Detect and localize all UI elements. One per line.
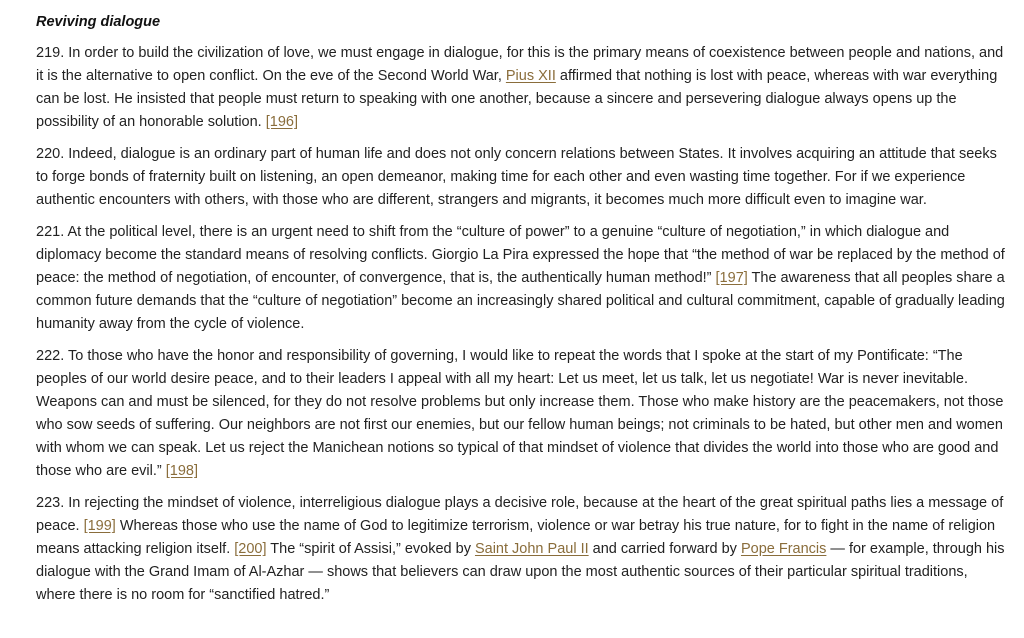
section-heading: Reviving dialogue [36, 14, 161, 30]
paragraph-text: and carried forward by [588, 541, 741, 557]
paragraph-text: Whereas those who use the name of God to legitimize terrorism, violence or war betray his true nature, for to fight in the name of religion means attacking religion itself. [36, 518, 996, 557]
footnote-link-197[interactable]: [197] [715, 270, 748, 286]
paragraph-text: 222. To those who have the honor and responsibility of governing, I would like to repeat the words that I spoke at the start of my Pontificate: “The peoples of our world desire peace, and to their leaders I appeal with all my heart: Let us meet, let us talk, let us negotiate! War is never inevitable. Weapons can and must be silenced, for they do not resolve problems but only increase them. Those who make history are the peacemakers, not those who sow seeds of suffering. Our neighbors are not first our enemies, but our fellow human beings; not criminals to be hated, but other men and women with whom we can speak. Let us reject the Manichean notions so typical of that mindset of violence that divides the world into those who are good and those who are evil.” [36, 348, 1004, 479]
footnote-link-200[interactable]: [200] [234, 541, 267, 557]
paragraph-221 [36, 221, 1008, 336]
paragraph-text: 219. In order to build the civilization of love, we must engage in dialogue, for this is the primary means of coexistence between people and nations, and it is the alternative to open conflict. On the eve of the Second World War, [36, 45, 1004, 84]
paragraph-220 [36, 143, 1008, 212]
paragraph-text: The awareness that all peoples share a common future demands that the “culture of negotiation” become an increasingly shared political and cultural commitment, capable of gradually leading humanity away from the cycle of violence. [36, 270, 1005, 332]
footnote-link-198[interactable]: [198] [165, 463, 199, 479]
document-body [36, 0, 1008, 607]
paragraph-text: affirmed that nothing is lost with peace, whereas with war everything can be lost. He insisted that people must return to speaking with one another, because a sincere and persevering dialogue always opens up the possibility of an honorable solution. [36, 68, 998, 130]
paragraph-text: 221. At the political level, there is an urgent need to shift from the “culture of power” to a genuine “culture of negotiation,” in which dialogue and diplomacy become the standard means of resolving conflicts. Giorgio La Pira expressed the hope that “the method of war be replaced by the method of peace: the method of negotiation, of encounter, of convergence, that is, the authentically human method!” [36, 224, 1005, 286]
paragraph-222 [36, 345, 1008, 483]
link-pope-francis[interactable]: Pope Francis [740, 541, 827, 557]
paragraph-text: 220. Indeed, dialogue is an ordinary part of human life and does not only concern relations between States. It involves acquiring an attitude that seeks to forge bonds of fraternity built on listening, an open demeanor, making time for each other and even wasting time together. For if we experience authentic encounters with others, with those who are different, strangers and migrants, it becomes much more difficult even to imagine war. [36, 146, 997, 208]
paragraph-text: 223. In rejecting the mindset of violence, interreligious dialogue plays a decisive role, because at the heart of the great spiritual paths lies a message of peace. [36, 495, 1004, 534]
paragraph-text: — for example, through his dialogue with the Grand Imam of Al-Azhar — shows that believers can draw upon the most authentic sources of their particular spiritual traditions, where there is no room for “sanctified hatred.” [36, 541, 1005, 603]
paragraph-text: The “spirit of Assisi,” evoked by [266, 541, 475, 557]
paragraph-219 [36, 42, 1008, 134]
link-saint-john-paul-ii[interactable]: Saint John Paul II [474, 541, 589, 557]
footnote-link-196[interactable]: [196] [265, 114, 298, 130]
link-pius-xii[interactable]: Pius XII [505, 68, 556, 84]
footnote-link-199[interactable]: [199] [83, 518, 116, 534]
paragraph-223 [36, 492, 1008, 607]
